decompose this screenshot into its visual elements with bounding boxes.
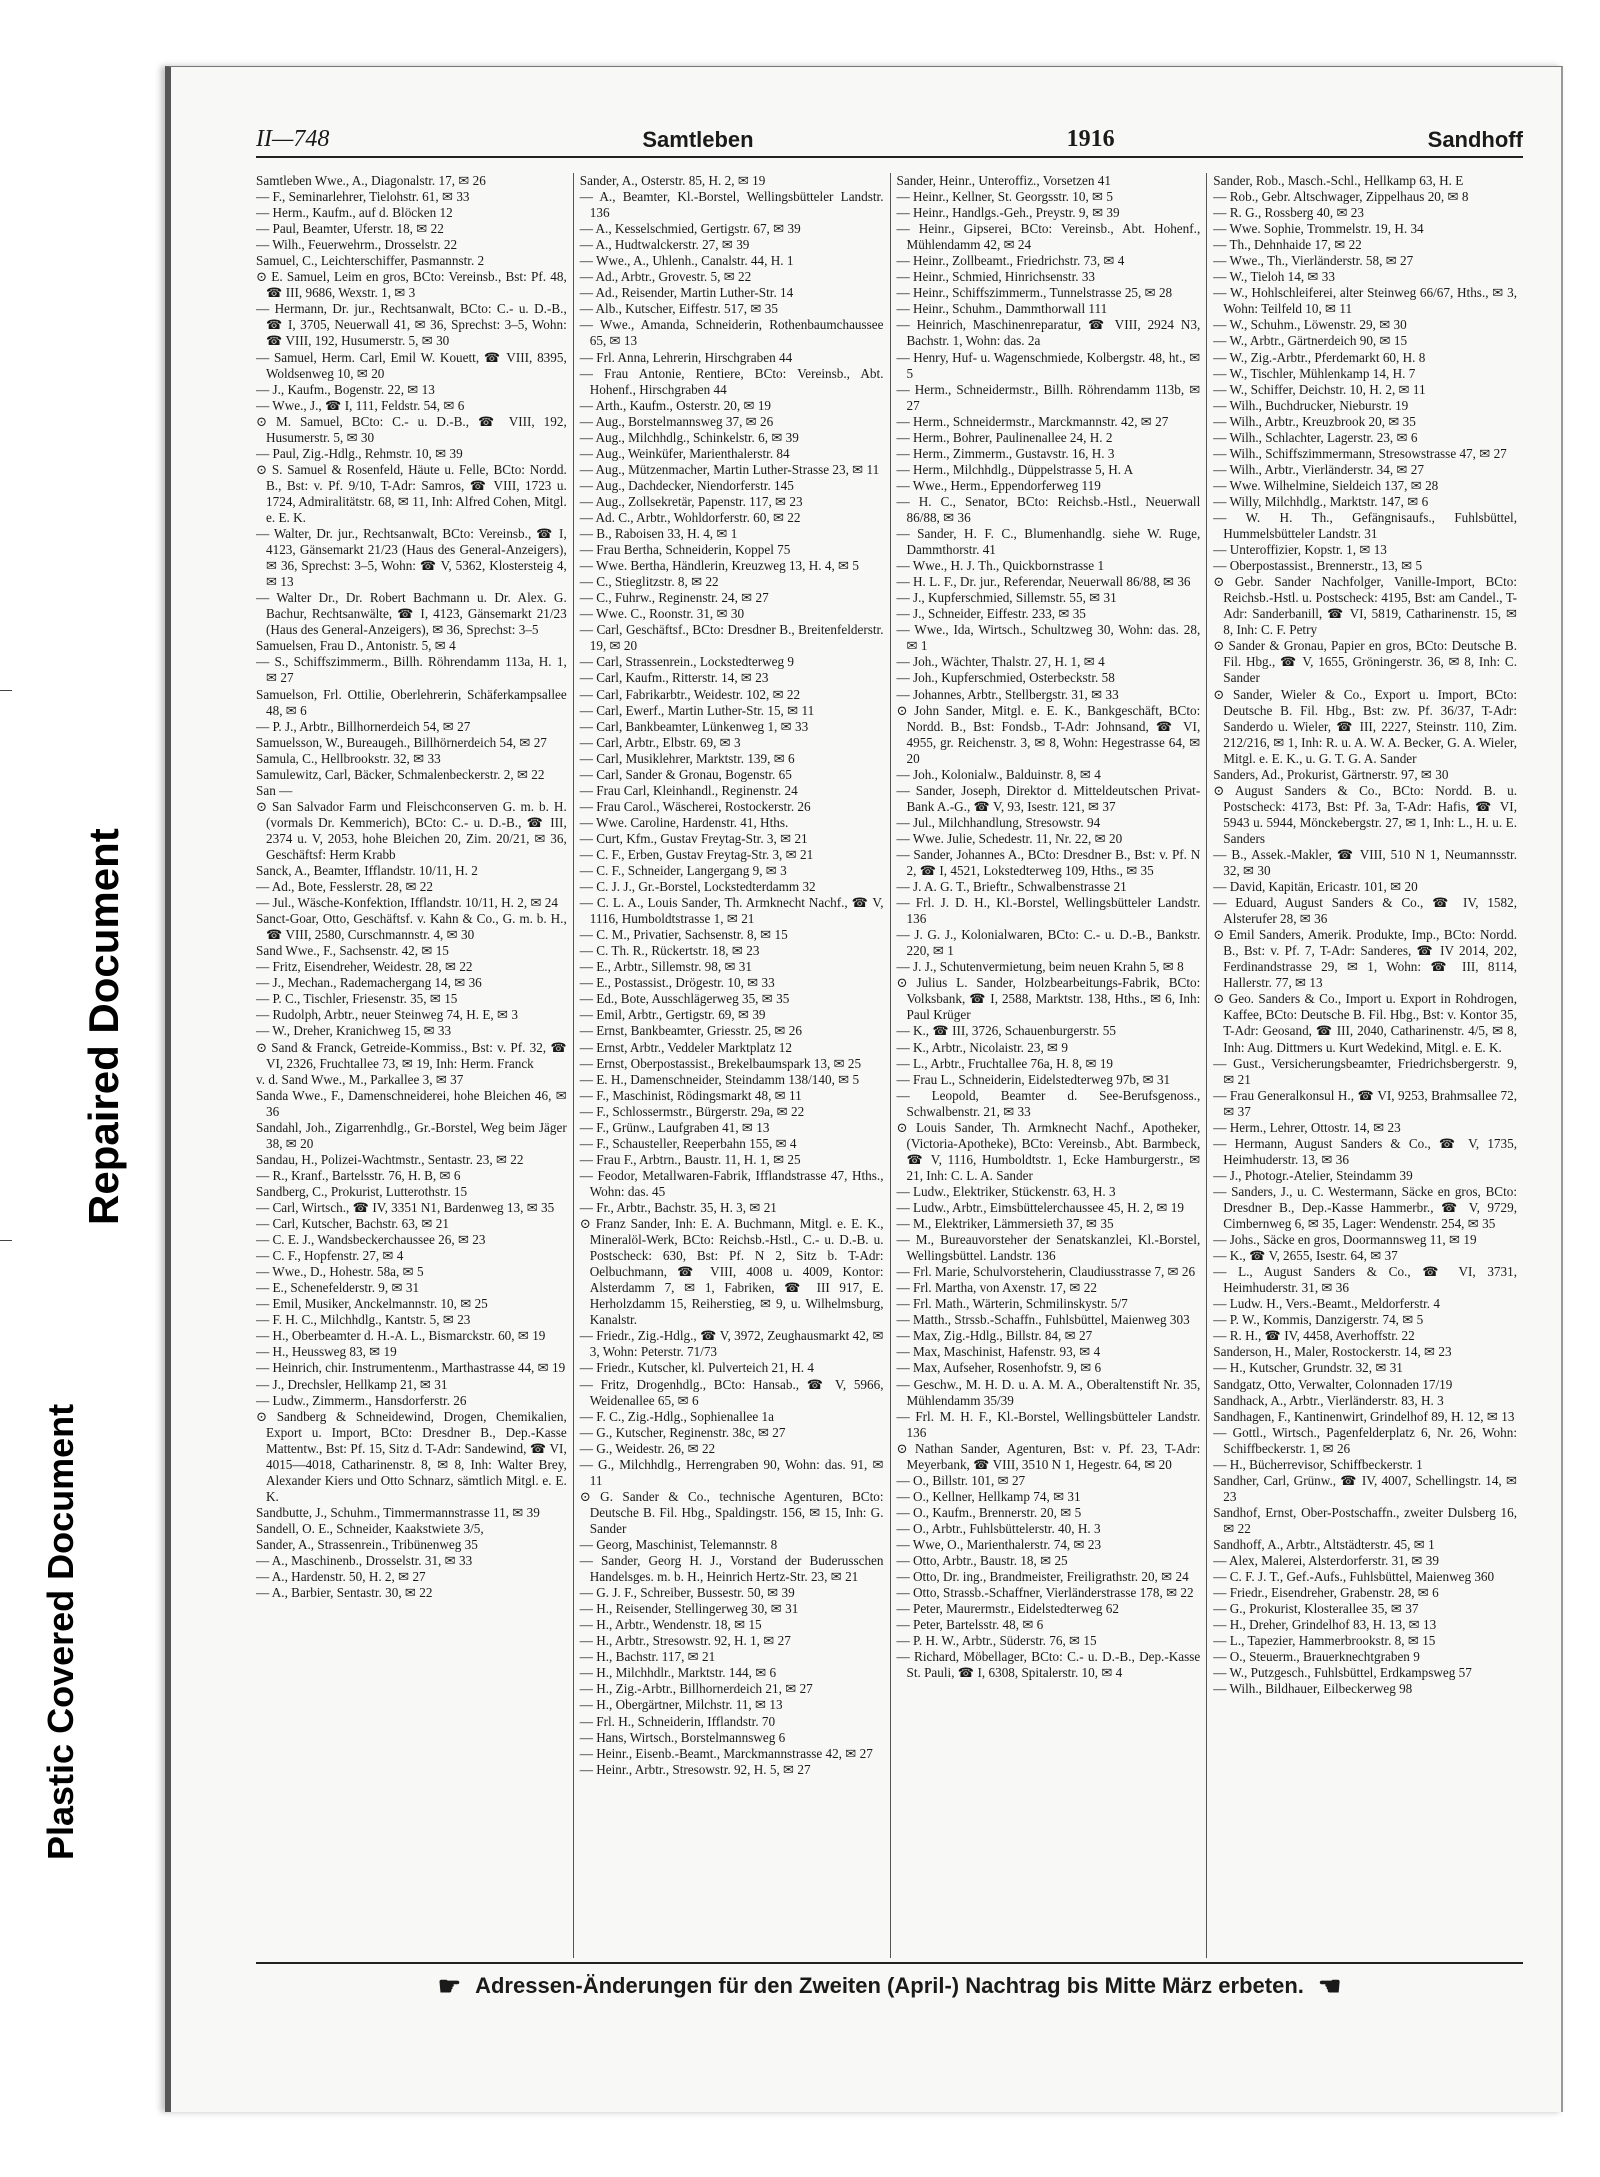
directory-entry: — Ed., Bote, Ausschlägerweg 35, ✉ 35 — [579, 991, 790, 1007]
directory-entry: ⊙ August Sanders & Co., BCto: Nordd. B. u. Postscheck: 4173, Bst: Pf. 3a, T-Adr: Hafis, ☎ VI, 5943 u. 5944, Mönckebergstr. 27, ✉ 1, Inh: L., H. u. E. Sanders — [1213, 782, 1517, 846]
directory-entry: — Wwe. Caroline, Hardenstr. 41, Hths. — [579, 814, 789, 830]
directory-entry: — Friedr., Kutscher, kl. Pulverteich 21, H. 4 — [579, 1360, 814, 1376]
directory-entry: — Frau Bertha, Schneiderin, Koppel 75 — [579, 542, 791, 558]
directory-entry: ⊙ Geo. Sanders & Co., Import u. Export in Rohdrogen, Kaffee, BCto: Deutsche B. Fil. Hbg., Bst: v. Kontor 35, T-Adr: Geosand, ☎ III, 2040, Catharinenstr. 4/5, ✉ 8, Inh: Aug. Dittmers u. Kurt Wedekind, Mitgl. e. E. K. — [1213, 991, 1517, 1055]
directory-entry: Samtleben Wwe., A., Diagonalstr. 17, ✉ 26 — [256, 173, 486, 188]
directory-entry: — F., Grünw., Laufgraben 41, ✉ 13 — [579, 1119, 770, 1135]
directory-entry: Sandhack, A., Arbtr., Vierländerstr. 83, H. 3 — [1213, 1392, 1444, 1408]
directory-entry: — David, Kapitän, Ericastr. 101, ✉ 20 — [1213, 879, 1418, 895]
pointing-hand-icon: ☛ — [1317, 1970, 1342, 2001]
directory-entry: — P. J., Arbtr., Billhornerdeich 54, ✉ 27 — [256, 718, 471, 734]
directory-entry: — G., Kutscher, Reginenstr. 38c, ✉ 27 — [579, 1424, 786, 1440]
directory-entry: Sanda Wwe., F., Damenschneiderei, hohe Bleichen 46, ✉ 36 — [256, 1087, 567, 1119]
directory-entry: ⊙ Sand & Franck, Getreide-Kommiss., Bst: v. Pf. 32, ☎ VI, 2326, Fruchtallee 73, ✉ 19, Inh: Herm. Franck — [256, 1039, 567, 1071]
directory-entry: — Jul., Milchhandlung, Stresowstr. 94 — [896, 814, 1101, 830]
directory-entry: — C., Fuhrw., Reginenstr. 24, ✉ 27 — [579, 590, 769, 606]
directory-column-2 — [573, 173, 890, 1958]
directory-entry: San — — [256, 782, 293, 798]
directory-entry: — W., Hohlschleiferei, alter Steinweg 66/67, Hths., ✉ 3, Wohn: Teilfeld 10, ✉ 11 — [1213, 285, 1517, 317]
directory-entry: — Jul., Wäsche-Konfektion, Ifflandstr. 10/11, H. 2, ✉ 24 — [256, 895, 558, 911]
directory-entry: — Fritz, Drogenhdlg., BCto: Hansab., ☎ V, 5966, Weidenallee 65, ✉ 6 — [579, 1376, 884, 1408]
directory-entry: — Frl. J. D. H., Kl.-Borstel, Wellingsbütteler Landstr. 136 — [896, 895, 1201, 927]
directory-entry: — Friedr., Eisendreher, Grabenstr. 28, ✉ 6 — [1213, 1585, 1439, 1601]
directory-entry: — Wwe., Th., Vierländerstr. 58, ✉ 27 — [1213, 253, 1414, 269]
directory-entry: — Unteroffizier, Kopstr. 1, ✉ 13 — [1213, 542, 1387, 558]
directory-entry: — Ludw., Arbtr., Eimsbüttelerchaussee 45, H. 2, ✉ 19 — [896, 1200, 1184, 1215]
directory-entry: Sander, A., Osterstr. 85, H. 2, ✉ 19 — [579, 173, 766, 188]
directory-entry: ⊙ Louis Sander, Th. Armknecht Nachf., Apotheker, (Victoria-Apotheke), BCto: Vereinsb., Abt. Barmbeck, ☎ V, 1116, Humboldtstr. 1, Ecke Hamburgerstr., ✉ 21, Inh: C. L. A. Sander — [896, 1119, 1201, 1183]
directory-columns — [256, 173, 1523, 1958]
margin-tick — [0, 1240, 12, 1241]
directory-entry: — A., Kesselschmied, Gertigstr. 67, ✉ 39 — [579, 221, 801, 237]
directory-entry: — Emil, Musiker, Anckelmannstr. 10, ✉ 25 — [256, 1296, 488, 1312]
directory-entry: — G., Milchhdlg., Herrengraben 90, Wohn: das. 91, ✉ 11 — [579, 1456, 884, 1488]
directory-entry: ⊙ John Sander, Mitgl. e. E. K., Bankgeschäft, BCto: Nordd. B., Bst: Fondsb., T-Adr: Johnsand, ☎ VI, 4955, gr. Reichenstr. 3, ✉ 8, Wohn: Hegestrasse 64, ✉ 20 — [896, 702, 1201, 766]
directory-entry: — H., Obergärtner, Milchstr. 11, ✉ 13 — [579, 1697, 783, 1713]
directory-entry: — H., Dreher, Grindelhof 83, H. 13, ✉ 13 — [1213, 1617, 1437, 1633]
directory-entry: — C., Stieglitzstr. 8, ✉ 22 — [579, 574, 719, 590]
directory-column-1 — [256, 173, 573, 1958]
directory-entry: — Wwe. Julie, Schedestr. 11, Nr. 22, ✉ 20 — [896, 830, 1123, 846]
directory-entry: — Carl, Musiklehrer, Marktstr. 139, ✉ 6 — [579, 750, 795, 766]
directory-entry: — Carl, Geschäftsf., BCto: Dresdner B., Breitenfelderstr. 19, ✉ 20 — [579, 622, 884, 654]
directory-entry: Samuelson, Frl. Ottilie, Oberlehrerin, Schäferkampsallee 48, ✉ 6 — [256, 686, 567, 718]
directory-entry: v. d. Sand Wwe., M., Parkallee 3, ✉ 37 — [256, 1071, 464, 1087]
directory-entry: — Wilh., Arbtr., Kreuzbrook 20, ✉ 35 — [1213, 413, 1416, 429]
directory-entry: — Gottl., Wirtsch., Pagenfelderplatz 6, Nr. 26, Wohn: Schiffbeckerstr. 1, ✉ 26 — [1213, 1424, 1517, 1456]
directory-entry: — A., Barbier, Sentastr. 30, ✉ 22 — [256, 1585, 433, 1601]
directory-entry: — Peter, Maurermstr., Eidelstedterweg 62 — [896, 1601, 1119, 1617]
directory-entry: ⊙ San Salvador Farm und Fleischconserven G. m. b. H. (vormals Dr. Kemmerich), BCto: C.- u. D.-B., ☎ III, 2374 u. V, 2053, hohe Bleichen 20, Zim. 20/21, ✉ 36, Geschäftsf: Herm Krabb — [256, 798, 567, 862]
directory-entry: — M., Bureauvorsteher der Senatskanzlei, Kl.-Borstel, Wellingsbüttel. Landstr. 136 — [896, 1232, 1201, 1264]
directory-entry: — Wwe., D., Hohestr. 58a, ✉ 5 — [256, 1264, 424, 1280]
directory-entry: — Ad. C., Arbtr., Wohldorferstr. 60, ✉ 22 — [579, 509, 801, 525]
directory-entry: — Herm., Schneidermstr., Marckmannstr. 42, ✉ 27 — [896, 413, 1169, 429]
directory-entry: Sanderson, H., Maler, Rostockerstr. 14, ✉ 23 — [1213, 1344, 1452, 1360]
directory-entry: — Max, Zig.-Hdlg., Billstr. 84, ✉ 27 — [896, 1328, 1093, 1344]
directory-entry: — J., Drechsler, Hellkamp 21, ✉ 31 — [256, 1376, 448, 1392]
directory-entry: — Frl. Math., Wärterin, Schmilinskystr. 5/7 — [896, 1296, 1128, 1312]
directory-entry: — Wwe., J., ☎ I, 111, Feldstr. 54, ✉ 6 — [256, 397, 465, 413]
directory-entry: — Wwe., Amanda, Schneiderin, Rothenbaumchaussee 65, ✉ 13 — [579, 317, 884, 349]
directory-entry: — E., Arbtr., Sillemstr. 98, ✉ 31 — [579, 959, 752, 975]
directory-entry: — Wwe. Wilhelmine, Sieldeich 137, ✉ 28 — [1213, 477, 1439, 493]
directory-entry: — Carl, Kutscher, Bachstr. 63, ✉ 21 — [256, 1216, 449, 1232]
directory-entry: — Carl, Strassenrein., Lockstedterweg 9 — [579, 654, 794, 670]
directory-entry: — J., Kaufm., Bogenstr. 22, ✉ 13 — [256, 381, 435, 397]
directory-entry: — Heinr., Zollbeamt., Friedrichstr. 73, ✉ 4 — [896, 253, 1125, 269]
directory-entry: — Hermann, Dr. jur., Rechtsanwalt, BCto: C.- u. D.-B., ☎ I, 3705, Neuerwall 41, ✉ 36, Sprechst: 3–5, Wohn: ☎ VIII, 192, Husumerstr. 5, ✉ 30 — [256, 301, 567, 349]
running-head — [256, 117, 1523, 158]
directory-entry: — Heinrich, chir. Instrumentenm., Marthastrasse 44, ✉ 19 — [256, 1360, 566, 1376]
directory-entry: — Hans, Wirtsch., Borstelmannsweg 6 — [579, 1729, 786, 1745]
directory-entry: — Curt, Kfm., Gustav Freytag-Str. 3, ✉ 21 — [579, 830, 808, 846]
directory-entry: — Aug., Zollsekretär, Papenstr. 117, ✉ 23 — [579, 493, 803, 509]
directory-entry: — Wwe. C., Roonstr. 31, ✉ 30 — [579, 606, 745, 622]
directory-entry: — Aug., Milchhdlg., Schinkelstr. 6, ✉ 39 — [579, 429, 799, 445]
directory-entry: — Wwe, O., Marienthalerstr. 74, ✉ 23 — [896, 1536, 1102, 1552]
directory-entry: — G., Weidestr. 26, ✉ 22 — [579, 1440, 716, 1456]
directory-entry: — W., Tischler, Mühlenkamp 14, H. 7 — [1213, 365, 1416, 381]
directory-entry: — P. C., Tischler, Friesenstr. 35, ✉ 15 — [256, 991, 458, 1007]
directory-entry: Samula, C., Hellbrookstr. 32, ✉ 33 — [256, 750, 441, 766]
directory-entry: — J., Schneider, Eiffestr. 233, ✉ 35 — [896, 606, 1086, 622]
directory-entry: — Matth., Strssb.-Schaffn., Fuhlsbüttel, Maienweg 303 — [896, 1312, 1190, 1328]
directory-column-4 — [1206, 173, 1523, 1958]
margin-tick — [0, 690, 12, 691]
directory-entry: — H., Heussweg 83, ✉ 19 — [256, 1344, 397, 1360]
directory-entry: — Wwe., H. J. Th., Quickbornstrasse 1 — [896, 558, 1105, 574]
directory-entry: — Sander, Georg H. J., Vorstand der Buderusschen Handelsges. m. b. H., Heinrich Hertz-Str. 23, ✉ 21 — [579, 1553, 884, 1585]
directory-entry: — Frau F., Arbtrn., Baustr. 11, H. 1, ✉ 25 — [579, 1151, 801, 1167]
directory-entry: Sandberg, C., Prokurist, Lutterothstr. 15 — [256, 1183, 468, 1199]
directory-entry: — G. J. F., Schreiber, Bussestr. 50, ✉ 39 — [579, 1585, 795, 1601]
directory-entry: — Emil, Arbtr., Gertigstr. 69, ✉ 39 — [579, 1007, 766, 1023]
directory-entry: — Wilh., Schiffszimmermann, Stresowstrasse 47, ✉ 27 — [1213, 445, 1507, 461]
directory-entry: — F., Maschinist, Rödingsmarkt 48, ✉ 11 — [579, 1087, 802, 1103]
page-content — [191, 67, 1553, 2112]
directory-entry: — Samuel, Herm. Carl, Emil W. Kouett, ☎ VIII, 8395, Woldsenweg 10, ✉ 20 — [256, 349, 567, 381]
directory-entry: — Otto, Arbtr., Baustr. 18, ✉ 25 — [896, 1553, 1068, 1569]
directory-entry: — H., Arbtr., Wendenstr. 18, ✉ 15 — [579, 1617, 762, 1633]
directory-column-3 — [890, 173, 1207, 1958]
directory-entry: — W. H. Th., Gefängnisaufs., Fuhlsbüttel, Hummelsbütteler Landstr. 31 — [1213, 509, 1517, 542]
directory-entry: — O., Arbtr., Fuhlsbüttelerstr. 40, H. 3 — [896, 1520, 1101, 1536]
directory-entry: ⊙ Emil Sanders, Amerik. Produkte, Imp., BCto: Nordd. B., Bst: v. Pf. 7, T-Adr: Sanderes, ☎ IV 2014, 202, Ferdinandstrasse 29, ✉ 1, Wohn: ☎ III, 8114, Hallerstr. 77, ✉ 13 — [1213, 927, 1517, 991]
directory-entry: — Wilh., Feuerwehrm., Drosselstr. 22 — [256, 237, 458, 253]
directory-entry: — Rudolph, Arbtr., neuer Steinweg 74, H. E, ✉ 3 — [256, 1007, 518, 1023]
directory-entry: — K., Arbtr., Nicolaistr. 23, ✉ 9 — [896, 1039, 1068, 1055]
directory-entry: — E., Schenefelderstr. 9, ✉ 31 — [256, 1280, 420, 1296]
directory-entry: — Leopold, Beamter d. See-Berufsgenoss., Schwalbenstr. 21, ✉ 33 — [896, 1087, 1201, 1119]
repaired-document-stamp: Repaired Document — [80, 828, 127, 1225]
directory-entry: — Georg, Maschinist, Telemannstr. 8 — [579, 1536, 778, 1552]
directory-entry: Samuelsson, W., Bureaugeh., Billhörnerdeich 54, ✉ 27 — [256, 734, 547, 750]
directory-entry: — W., Putzgesch., Fuhlsbüttel, Erdkampsweg 57 — [1213, 1665, 1472, 1681]
directory-entry: — Fr., Arbtr., Bachstr. 35, H. 3, ✉ 21 — [579, 1200, 777, 1215]
directory-entry: — F., Schlossermstr., Bürgerstr. 29a, ✉ 22 — [579, 1103, 805, 1119]
directory-entry: — J. A. G. T., Brieftr., Schwalbenstrasse 21 — [896, 879, 1127, 895]
directory-entry: — Heinr., Arbtr., Stresowstr. 92, H. 5, ✉ 27 — [579, 1761, 811, 1777]
directory-entry: — Heinrich, Maschinenreparatur, ☎ VIII, 2924 N3, Bachstr. 1, Wohn: das. 2a — [896, 317, 1201, 349]
directory-entry: — Alb., Kutscher, Eiffestr. 517, ✉ 35 — [579, 301, 778, 317]
directory-entry: — Frau Antonie, Rentiere, BCto: Vereinsb., Abt. Hohenf., Hirschgraben 44 — [579, 365, 884, 397]
directory-entry: — Heinr., Eisenb.-Beamt., Marckmannstrasse 42, ✉ 27 — [579, 1745, 873, 1761]
directory-entry: Sandbutte, J., Schuhm., Timmermannstrasse 11, ✉ 39 — [256, 1504, 540, 1520]
directory-entry: — A., Beamter, Kl.-Borstel, Wellingsbütteler Landstr. 136 — [579, 189, 884, 221]
footer-notice-text: Adressen-Änderungen für den Zweiten (April-) Nachtrag bis Mitte März erbeten. — [475, 1973, 1304, 1998]
directory-entry: — G., Prokurist, Klosterallee 35, ✉ 37 — [1213, 1601, 1419, 1617]
footer-notice — [256, 1962, 1523, 2008]
directory-entry: Sand Wwe., F., Sachsenstr. 42, ✉ 15 — [256, 943, 449, 959]
directory-entry: — Aug., Dachdecker, Niendorferstr. 145 — [579, 477, 794, 493]
directory-entry: — F. C., Zig.-Hdlg., Sophienallee 1a — [579, 1408, 774, 1424]
directory-entry: ⊙ E. Samuel, Leim en gros, BCto: Vereinsb., Bst: Pf. 48, ☎ III, 9686, Wexstr. 1, ✉ 3 — [256, 269, 567, 301]
directory-entry: — Herm., Zimmerm., Gustavstr. 16, H. 3 — [896, 445, 1115, 461]
right-keyword: Sandhoff — [1427, 127, 1523, 152]
directory-entry: — Gust., Versicherungsbeamter, Friedrichsbergerstr. 9, ✉ 21 — [1213, 1055, 1517, 1087]
directory-entry: — Willy, Milchhdlg., Marktstr. 147, ✉ 6 — [1213, 493, 1429, 509]
directory-entry: — Ernst, Arbtr., Veddeler Marktplatz 12 — [579, 1039, 792, 1055]
directory-entry: — H., Bachstr. 117, ✉ 21 — [579, 1649, 716, 1665]
directory-entry: — Sanders, J., u. C. Westermann, Säcke en gros, BCto: Dresdner B., Dep.-Kasse Hammerbr., ☎ V, 9729, Cimbernweg 6, ✉ 35, Lager: Wendenstr. 254, ✉ 35 — [1213, 1183, 1517, 1232]
scanned-page — [165, 66, 1563, 2112]
directory-entry: — Max, Aufseher, Rosenhofstr. 9, ✉ 6 — [896, 1360, 1102, 1376]
pointing-hand-icon: ☛ — [437, 1970, 462, 2001]
directory-entry: — J., Photogr.-Atelier, Steindamm 39 — [1213, 1167, 1413, 1183]
directory-entry: — H. C., Senator, BCto: Reichsb.-Hstl., Neuerwall 86/88, ✉ 36 — [896, 493, 1201, 525]
directory-entry: ⊙ Gebr. Sander Nachfolger, Vanille-Import, BCto: Reichsb.-Hstl. u. Postscheck: 4195, Bst: am Candel., T-Adr: Sanderbanill, ☎ VI, 5819, Catharinenstr. 15, ✉ 8, Inh: C. F. Petry — [1213, 574, 1517, 638]
directory-entry: — Paul, Beamter, Uferstr. 18, ✉ 22 — [256, 221, 444, 237]
directory-entry: — Frl. H., Schneiderin, Ifflandstr. 70 — [579, 1713, 776, 1729]
directory-entry: — C. Th. R., Rückertstr. 18, ✉ 23 — [579, 943, 760, 959]
directory-entry: — K., ☎ III, 3726, Schauenburgerstr. 55 — [896, 1023, 1116, 1039]
directory-entry: — C. E. J., Wandsbeckerchaussee 26, ✉ 23 — [256, 1232, 486, 1248]
directory-entry: — Oberpostassist., Brennerstr., 13, ✉ 5 — [1213, 558, 1423, 574]
directory-entry: — W., Tieloh 14, ✉ 33 — [1213, 269, 1335, 285]
directory-entry: Sandhof, Ernst, Ober-Postschaffn., zweiter Dulsberg 16, ✉ 22 — [1213, 1504, 1517, 1536]
directory-entry: — E., Postassist., Drögestr. 10, ✉ 33 — [579, 975, 775, 991]
directory-entry: — Carl, Wirtsch., ☎ IV, 3351 N1, Bardenweg 13, ✉ 35 — [256, 1200, 555, 1215]
directory-entry: — Aug., Mützenmacher, Martin Luther-Strasse 23, ✉ 11 — [579, 461, 880, 477]
directory-entry: ⊙ G. Sander & Co., technische Agenturen, BCto: Deutsche B. Fil. Hbg., Spaldingstr. 156, ✉ 15, Inh: G. Sander — [579, 1488, 884, 1536]
directory-entry: — Geschw., M. H. D. u. A. M. A., Oberaltenstift Nr. 35, Mühlendamm 35/39 — [896, 1376, 1201, 1408]
directory-entry: — Carl, Kaufm., Ritterstr. 14, ✉ 23 — [579, 670, 769, 686]
directory-entry: — Heinr., Schuhm., Dammthorwall 111 — [896, 301, 1108, 317]
directory-entry: ⊙ Sander, Wieler & Co., Export u. Import, BCto: Deutsche B. Fil. Hbg., Bst: zw. Pf. 36/37, T-Adr: Sanderdo u. Wieler, ☎ III, 2227, Steinstr. 110, Zim. 212/216, ✉ 1, Inh: R. u. A. W. A. Becker, G. A. Wieler, Mitgl. e. E. K., u. G. T. G. A. Sander — [1213, 686, 1517, 766]
directory-entry: — Wwe., A., Uhlenh., Canalstr. 44, H. 1 — [579, 253, 794, 269]
directory-entry: — Ernst, Bankbeamter, Griesstr. 25, ✉ 26 — [579, 1023, 802, 1039]
directory-entry: — F., Seminarlehrer, Tielohstr. 61, ✉ 33 — [256, 189, 470, 205]
directory-entry: — Wilh., Buchdrucker, Nieburstr. 19 — [1213, 397, 1409, 413]
directory-entry: — H., Reisender, Stellingerweg 30, ✉ 31 — [579, 1601, 799, 1617]
directory-entry: — C. J. J., Gr.-Borstel, Lockstedterdamm 32 — [579, 879, 816, 895]
directory-entry: — Aug., Weinküfer, Marienthalerstr. 84 — [579, 445, 790, 461]
directory-entry: — Ludw. H., Vers.-Beamt., Meldorferstr. 4 — [1213, 1296, 1440, 1312]
directory-entry: — Ludw., Elektriker, Stückenstr. 63, H. 3 — [896, 1183, 1116, 1199]
directory-entry: — Feodor, Metallwaren-Fabrik, Ifflandstrasse 47, Hths., Wohn: das. 45 — [579, 1167, 884, 1199]
directory-entry: — A., Hardenstr. 50, H. 2, ✉ 27 — [256, 1569, 426, 1585]
directory-entry: Sandgatz, Otto, Verwalter, Colonnaden 17/19 — [1213, 1376, 1453, 1392]
directory-entry: — W., Arbtr., Gärtnerdeich 90, ✉ 15 — [1213, 333, 1408, 349]
directory-entry: — Frau Carl, Kleinhandl., Reginenstr. 24 — [579, 782, 798, 798]
directory-entry: — Ad., Reisender, Martin Luther-Str. 14 — [579, 285, 794, 301]
directory-entry: — Frau L., Schneiderin, Eidelstedterweg 97b, ✉ 31 — [896, 1071, 1171, 1087]
directory-entry: — A., Maschinenb., Drosselstr. 31, ✉ 33 — [256, 1553, 473, 1569]
plastic-covered-document-stamp: Plastic Covered Document — [40, 1403, 81, 1860]
directory-entry: — W., Schiffer, Deichstr. 10, H. 2, ✉ 11 — [1213, 381, 1426, 397]
directory-entry: — R. H., ☎ IV, 4458, Averhoffstr. 22 — [1213, 1328, 1415, 1344]
directory-entry: — Friedr., Zig.-Hdlg., ☎ V, 3972, Zeughausmarkt 42, ✉ 3, Wohn: Peterstr. 71/73 — [579, 1328, 884, 1360]
directory-entry: — R. G., Rossberg 40, ✉ 23 — [1213, 205, 1364, 221]
directory-entry: Sander, Heinr., Unteroffiz., Vorsetzen 41 — [896, 173, 1111, 188]
directory-entry: — Hermann, August Sanders & Co., ☎ V, 1735, Heimhuderstr. 13, ✉ 36 — [1213, 1135, 1517, 1167]
directory-entry: — Wilh., Schlachter, Lagerstr. 23, ✉ 6 — [1213, 429, 1418, 445]
directory-entry: — Alex, Malerei, Alsterdorferstr. 31, ✉ 39 — [1213, 1553, 1439, 1569]
directory-entry: — L., Tapezier, Hammerbrookstr. 8, ✉ 15 — [1213, 1633, 1436, 1649]
directory-entry: — Ad., Arbtr., Grovestr. 5, ✉ 22 — [579, 269, 752, 285]
directory-entry: — H., Bücherrevisor, Schiffbeckerstr. 1 — [1213, 1456, 1423, 1472]
directory-entry: — P. W., Kommis, Danzigerstr. 74, ✉ 5 — [1213, 1312, 1424, 1328]
directory-entry: Sandher, Carl, Grünw., ☎ IV, 4007, Schellingstr. 14, ✉ 23 — [1213, 1472, 1517, 1504]
directory-entry: — Walter, Dr. jur., Rechtsanwalt, BCto: Vereinsb., ☎ I, 4123, Gänsemarkt 21/23 (Haus des General-Anzeigers), ✉ 36, Sprechst: 3–5, Wohn: ☎ V, 5362, Klostersteig 4, ✉ 13 — [256, 526, 567, 590]
directory-entry: — B., Raboisen 33, H. 4, ✉ 1 — [579, 526, 738, 542]
directory-entry: — C. F., Erben, Gustav Freytag-Str. 3, ✉ 21 — [579, 846, 814, 862]
directory-entry: ⊙ Nathan Sander, Agenturen, Bst: v. Pf. 23, T-Adr: Meyerbank, ☎ VIII, 3510 N 1, Hegestr. 64, ✉ 20 — [896, 1440, 1201, 1472]
directory-entry: — Wwe. Sophie, Trommelstr. 19, H. 34 — [1213, 221, 1424, 237]
directory-entry: — O., Steuerm., Brauerknechtgraben 9 — [1213, 1649, 1420, 1665]
directory-entry: — M., Elektriker, Lämmersieth 37, ✉ 35 — [896, 1216, 1114, 1232]
directory-entry: ⊙ S. Samuel & Rosenfeld, Häute u. Felle, BCto: Nordd. B., Bst: v. Pf. 9/10, T-Adr: Samros, ☎ VIII, 1723 u. 1724, Admiralitätstr. 68, ✉ 11, Inh: Alfred Cohen, Mitgl. e. E. K. — [256, 461, 567, 525]
directory-entry: — Heinr., Schiffszimmerm., Tunnelstrasse 25, ✉ 28 — [896, 285, 1173, 301]
directory-entry: — H., Milchhdlr., Marktstr. 144, ✉ 6 — [579, 1665, 777, 1681]
directory-entry: — Otto, Strassb.-Schaffner, Vierländerstrasse 178, ✉ 22 — [896, 1585, 1194, 1601]
directory-entry: — P. H. W., Arbtr., Süderstr. 76, ✉ 15 — [896, 1633, 1097, 1649]
directory-entry: — Walter Dr., Dr. Robert Bachmann u. Dr. Alex. G. Bachur, Rechtsanwälte, ☎ I, 4123, Gänsemarkt 21/23 (Haus des General-Anzeigers), ✉ 36, Sprechst: 3–5 — [256, 590, 567, 638]
year: 1916 — [1066, 126, 1115, 152]
directory-entry: Sandau, H., Polizei-Wachtmstr., Sentastr. 23, ✉ 22 — [256, 1151, 524, 1167]
directory-entry: — Johs., Säcke en gros, Doormannsweg 11, ✉ 19 — [1213, 1232, 1477, 1248]
directory-entry: — Heinr., Handlgs.-Geh., Preystr. 9, ✉ 39 — [896, 205, 1120, 221]
directory-entry: — L., August Sanders & Co., ☎ VI, 3731, Heimhuderstr. 31, ✉ 36 — [1213, 1264, 1517, 1296]
directory-entry: ⊙ Julius L. Sander, Holzbearbeitungs-Fabrik, BCto: Volksbank, ☎ I, 2588, Marktstr. 138, Hths., ✉ 6, Inh: Paul Krüger — [896, 975, 1201, 1023]
directory-entry: Sandahl, Joh., Zigarrenhdlg., Gr.-Borstel, Weg beim Jäger 38, ✉ 20 — [256, 1119, 567, 1151]
directory-entry: Sandhagen, F., Kantinenwirt, Grindelhof 89, H. 12, ✉ 13 — [1213, 1408, 1515, 1424]
directory-entry: Samulewitz, Carl, Bäcker, Schmalenbeckerstr. 2, ✉ 22 — [256, 766, 545, 782]
directory-entry: — K., ☎ V, 2655, Isestr. 64, ✉ 37 — [1213, 1248, 1398, 1264]
directory-entry: — S., Schiffszimmerm., Billh. Röhrendamm 113a, H. 1, ✉ 27 — [256, 654, 567, 686]
directory-entry: — H., Arbtr., Stresowstr. 92, H. 1, ✉ 27 — [579, 1633, 791, 1649]
directory-entry: — Wwe. Bertha, Händlerin, Kreuzweg 13, H. 4, ✉ 5 — [579, 558, 859, 574]
directory-entry: — Ernst, Oberpostassist., Brekelbaumspark 13, ✉ 25 — [579, 1055, 862, 1071]
directory-entry: — Heinr., Gipserei, BCto: Vereinsb., Abt. Hohenf., Mühlendamm 42, ✉ 24 — [896, 221, 1201, 253]
directory-entry: Sandell, O. E., Schneider, Kaakstwiete 3/5, — [256, 1520, 484, 1536]
directory-entry: — J., Kupferschmied, Sillemstr. 55, ✉ 31 — [896, 590, 1117, 606]
directory-entry: Sandhoff, A., Arbtr., Altstädterstr. 45, ✉ 1 — [1213, 1536, 1435, 1552]
directory-entry: — Herm., Milchhdlg., Düppelstrasse 5, H. A — [896, 461, 1134, 477]
directory-entry: — H., Kutscher, Grundstr. 32, ✉ 31 — [1213, 1360, 1403, 1376]
directory-entry: — Carl, Ewerf., Martin Luther-Str. 15, ✉ 11 — [579, 702, 815, 718]
directory-entry: — C. L. A., Louis Sander, Th. Armknecht Nachf., ☎ V, 1116, Humboldtstrasse 1, ✉ 21 — [579, 895, 884, 927]
directory-entry: — Wwe., Ida, Wirtsch., Schultzweg 30, Wohn: das. 28, ✉ 1 — [896, 622, 1201, 654]
directory-entry: — F., Schausteller, Reeperbahn 155, ✉ 4 — [579, 1135, 797, 1151]
directory-entry: ⊙ Sander & Gronau, Papier en gros, BCto: Deutsche B. Fil. Hbg., ☎ V, 1655, Gröningerstr. 36, ✉ 8, Inh: C. Sander — [1213, 638, 1517, 686]
directory-entry: ⊙ Sandberg & Schneidewind, Drogen, Chemikalien, Export u. Import, BCto: Dresdner B., Dep.-Kasse Mattentw., Bst: Pf. 15, Sitz d. T-Adr: Sandewind, ☎ VI, 4015—4018, Catharinenstr. 8, ✉ 8, Inh: Walter Brey, Alexander Kiers und Otto Schnarz, sämtlich Mitgl. e. E. K. — [256, 1408, 567, 1504]
directory-entry: — Arth., Kaufm., Osterstr. 20, ✉ 19 — [579, 397, 772, 413]
directory-entry: — Herm., Schneidermstr., Billh. Röhrendamm 113b, ✉ 27 — [896, 381, 1201, 413]
directory-entry: — Ludw., Zimmerm., Hansdorferstr. 26 — [256, 1392, 467, 1408]
directory-entry: — H. L. F., Dr. jur., Referendar, Neuerwall 86/88, ✉ 36 — [896, 574, 1191, 590]
directory-entry: — H., Zig.-Arbtr., Billhornerdeich 21, ✉ 27 — [579, 1681, 813, 1697]
directory-entry: — H., Oberbeamter d. H.-A. L., Bismarckstr. 60, ✉ 19 — [256, 1328, 546, 1344]
directory-entry: — Paul, Zig.-Hdlg., Rehmstr. 10, ✉ 39 — [256, 445, 463, 461]
directory-entry: ⊙ Franz Sander, Inh: E. A. Buchmann, Mitgl. e. E. K., Mineralöl-Werk, BCto: Reichsb.-Hstl., C.- u. D.-B. u. Postscheck: 630, Bst: Pf. N 2, Sitz b. T-Adr: Oelbuchmann, ☎ VIII, 4008 u. 4009, Kontor: Alsterdamm 7, ✉ 1, Fabriken, ☎ III 917, E. Herholzdamm 15, Reiherstieg, ✉ 9, u. Wilhelmsburg, Kanalstr. — [579, 1216, 884, 1328]
directory-entry: — O., Kaufm., Brennerstr. 20, ✉ 5 — [896, 1504, 1082, 1520]
directory-entry: — Rob., Gebr. Altschwager, Zippelhaus 20, ✉ 8 — [1213, 189, 1469, 205]
directory-entry: — J. G. J., Kolonialwaren, BCto: C.- u. D.-B., Bankstr. 220, ✉ 1 — [896, 927, 1201, 959]
directory-entry: — W., Dreher, Kranichweg 15, ✉ 33 — [256, 1023, 452, 1039]
directory-entry: — F. H. C., Milchhdlg., Kantstr. 5, ✉ 23 — [256, 1312, 471, 1328]
directory-entry: — J. J., Schutenvermietung, beim neuen Krahn 5, ✉ 8 — [896, 959, 1184, 975]
left-keyword: Samtleben — [642, 127, 754, 152]
directory-entry: Sander, Rob., Masch.-Schl., Hellkamp 63, H. E — [1213, 173, 1464, 188]
directory-entry: — C. F. J. T., Gef.-Aufs., Fuhlsbüttel, Maienweg 360 — [1213, 1569, 1495, 1585]
directory-entry: — Joh., Wächter, Thalstr. 27, H. 1, ✉ 4 — [896, 654, 1105, 670]
directory-entry: — Fritz, Eisendreher, Weidestr. 28, ✉ 22 — [256, 959, 473, 975]
directory-entry: — Heinr., Schmied, Hinrichsenstr. 33 — [896, 269, 1096, 285]
directory-entry: Sander, A., Strassenrein., Tribünenweg 35 — [256, 1536, 478, 1552]
directory-entry: — Carl, Bankbeamter, Lünkenweg 1, ✉ 33 — [579, 718, 809, 734]
directory-entry: — Sander, H. F. C., Blumenhandlg. siehe W. Ruge, Dammthorstr. 41 — [896, 526, 1201, 558]
directory-entry: — E. H., Damenschneider, Steindamm 138/140, ✉ 5 — [579, 1071, 860, 1087]
directory-entry: — Frl. M. H. F., Kl.-Borstel, Wellingsbütteler Landstr. 136 — [896, 1408, 1201, 1440]
directory-entry: — Eduard, August Sanders & Co., ☎ IV, 1582, Alsterufer 28, ✉ 36 — [1213, 895, 1517, 927]
directory-entry: — W., Schuhm., Löwenstr. 29, ✉ 30 — [1213, 317, 1407, 333]
directory-entry: — Frau Carol., Wäscherei, Rostockerstr. 26 — [579, 798, 811, 814]
directory-entry: — W., Zig.-Arbtr., Pferdemarkt 60, H. 8 — [1213, 349, 1426, 365]
directory-entry: — Frl. Martha, von Axenstr. 17, ✉ 22 — [896, 1280, 1097, 1296]
directory-entry: — J., Mechan., Rademachergang 14, ✉ 36 — [256, 975, 482, 991]
directory-entry: — Otto, Dr. ing., Brandmeister, Freiligrathstr. 20, ✉ 24 — [896, 1569, 1189, 1585]
directory-entry: — C. F., Hopfenstr. 27, ✉ 4 — [256, 1248, 404, 1264]
directory-entry: — Joh., Kupferschmied, Osterbeckstr. 58 — [896, 670, 1115, 686]
directory-entry: — L., Arbtr., Fruchtallee 76a, H. 8, ✉ 19 — [896, 1055, 1114, 1071]
directory-entry: Samuelsen, Frau D., Antonistr. 5, ✉ 4 — [256, 638, 456, 654]
directory-entry: — Herm., Lehrer, Ottostr. 14, ✉ 23 — [1213, 1119, 1401, 1135]
directory-entry: Sanck, A., Beamter, Ifflandstr. 10/11, H. 2 — [256, 863, 478, 879]
directory-entry: — Th., Dehnhaide 17, ✉ 22 — [1213, 237, 1362, 253]
directory-entry: Sanct-Goar, Otto, Geschäftsf. v. Kahn & Co., G. m. b. H., ☎ VIII, 2580, Curschmannstr. 4, ✉ 30 — [256, 911, 567, 943]
page-number: II—748 — [256, 126, 330, 152]
directory-entry: — A., Hudtwalckerstr. 27, ✉ 39 — [579, 237, 750, 253]
directory-entry: — Joh., Kolonialw., Balduinstr. 8, ✉ 4 — [896, 766, 1101, 782]
directory-entry: — Frau Generalkonsul H., ☎ VI, 9253, Brahmsallee 72, ✉ 37 — [1213, 1087, 1517, 1119]
directory-entry: — Wilh., Bildhauer, Eilbeckerweg 98 — [1213, 1681, 1413, 1697]
directory-entry: — Frl. Marie, Schulvorsteherin, Claudiusstrasse 7, ✉ 26 — [896, 1264, 1196, 1280]
directory-entry: — C. M., Privatier, Sachsenstr. 8, ✉ 15 — [579, 927, 788, 943]
directory-entry: — B., Assek.-Makler, ☎ VIII, 510 N 1, Neumannsstr. 32, ✉ 30 — [1213, 846, 1517, 879]
directory-entry: — Max, Maschinist, Hafenstr. 93, ✉ 4 — [896, 1344, 1101, 1360]
directory-entry: — Henry, Huf- u. Wagenschmiede, Kolbergstr. 48, ht., ✉ 5 — [896, 349, 1201, 381]
directory-entry: — Sander, Joseph, Direktor d. Mitteldeutschen Privat-Bank A.-G., ☎ V, 93, Isestr. 121, ✉ 37 — [896, 782, 1201, 814]
directory-entry: — Frl. Anna, Lehrerin, Hirschgraben 44 — [579, 349, 793, 365]
directory-entry: — Richard, Möbellager, BCto: C.- u. D.-B., Dep.-Kasse St. Pauli, ☎ I, 6308, Spitalerstr. 10, ✉ 4 — [896, 1649, 1201, 1681]
directory-entry: — O., Kellner, Hellkamp 74, ✉ 31 — [896, 1488, 1081, 1504]
directory-entry: — Heinr., Kellner, St. Georgsstr. 10, ✉ 5 — [896, 189, 1113, 205]
directory-entry: — Herm., Bohrer, Paulinenallee 24, H. 2 — [896, 429, 1113, 445]
directory-entry: — C. F., Schneider, Langergang 9, ✉ 3 — [579, 863, 787, 879]
directory-entry: — Herm., Kaufm., auf d. Blöcken 12 — [256, 205, 453, 221]
directory-entry: — Johannes, Arbtr., Stellbergstr. 31, ✉ 33 — [896, 686, 1119, 702]
directory-entry: — Carl, Sander & Gronau, Bogenstr. 65 — [579, 766, 792, 782]
directory-entry: — Peter, Bartelsstr. 48, ✉ 6 — [896, 1617, 1044, 1633]
directory-entry: ⊙ M. Samuel, BCto: C.- u. D.-B., ☎ VIII, 192, Husumerstr. 5, ✉ 30 — [256, 413, 567, 445]
directory-entry: — R., Kranf., Bartelsstr. 76, H. B, ✉ 6 — [256, 1167, 461, 1183]
directory-entry: — Carl, Fabrikarbtr., Weidestr. 102, ✉ 22 — [579, 686, 801, 702]
directory-entry: — Wilh., Arbtr., Vierländerstr. 34, ✉ 27 — [1213, 461, 1424, 477]
directory-entry: Sanders, Ad., Prokurist, Gärtnerstr. 97, ✉ 30 — [1213, 766, 1449, 782]
directory-entry: — Carl, Arbtr., Elbstr. 69, ✉ 3 — [579, 734, 741, 750]
directory-entry: — Ad., Bote, Fesslerstr. 28, ✉ 22 — [256, 879, 433, 895]
directory-entry: — Sander, Johannes A., BCto: Dresdner B., Bst: v. Pf. N 2, ☎ I, 4521, Lokstedterweg 109, Hths., ✉ 35 — [896, 846, 1201, 879]
directory-entry: Samuel, C., Leichterschiffer, Pasmannstr. 2 — [256, 253, 485, 269]
directory-entry: — Aug., Borstelmannsweg 37, ✉ 26 — [579, 413, 774, 429]
directory-entry: — O., Billstr. 101, ✉ 27 — [896, 1472, 1026, 1488]
directory-entry: — Wwe., Herm., Eppendorferweg 119 — [896, 477, 1101, 493]
